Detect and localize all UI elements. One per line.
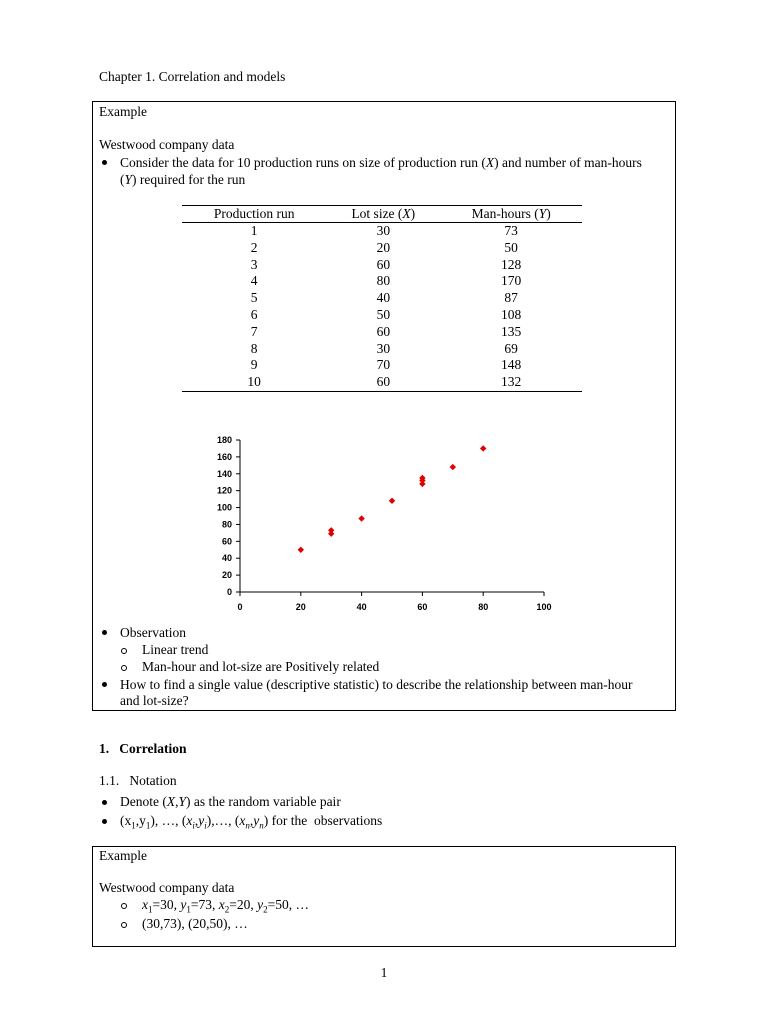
y-tick-label: 0: [226, 587, 232, 597]
example2-title: Example: [99, 848, 147, 863]
circle-bullet-icon: [121, 665, 127, 671]
page-header: Chapter 1. Correlation and models: [99, 69, 286, 84]
cell-run: 2: [250, 239, 258, 255]
col-header-hours: Man-hours (Y): [440, 206, 582, 223]
circle-bullet-icon: [121, 922, 127, 928]
example-subtitle: Westwood company data: [99, 137, 235, 152]
bullet-1-text: [120, 155, 642, 170]
table-row: [182, 273, 582, 290]
example-title: Example: [99, 104, 147, 119]
y-tick-label: 80: [221, 519, 232, 530]
x-tick-label: 100: [536, 602, 552, 612]
cell-run: 8: [250, 340, 258, 356]
table-row: [182, 240, 582, 257]
x-tick-label: 20: [295, 602, 306, 612]
example-box-1: [92, 101, 676, 711]
cell-man-hours: 73: [504, 223, 518, 238]
cell-run: 4: [250, 273, 258, 289]
cell-man-hours: 87: [504, 290, 518, 306]
cell-lot-size: 80: [376, 273, 391, 289]
notation-bullet-2: $(x_1,y_1)$, …, $(x_i,y_i),\dots$, $(x_n,y_n)$ for the observations: [120, 813, 383, 831]
cell-man-hours: 50: [504, 239, 518, 255]
data-point: [480, 445, 486, 451]
observation-item-1: Linear trend: [142, 642, 209, 657]
cell-man-hours: 108: [501, 306, 522, 322]
table-row: [182, 223, 582, 240]
cell-run: 9: [250, 357, 258, 373]
cell-run: 5: [250, 290, 258, 306]
observation-item-2: Man-hour and lot-size are Positively related: [142, 659, 380, 674]
table-row: [182, 324, 582, 341]
page-number: 1: [380, 965, 388, 980]
cell-lot-size: 30: [376, 340, 391, 356]
question-line-1: How to find a single value (descriptive statistic) to describe the relationship between man-hour: [120, 677, 633, 692]
bullet1-part: Consider the data for 10 production runs on size of production run (X) and number of man-hours: [120, 155, 642, 170]
x-tick-label: 80: [478, 602, 489, 612]
cell-lot-size: 70: [376, 357, 391, 373]
table-row: [182, 341, 582, 358]
cell-lot-size: 40: [376, 290, 391, 306]
cell-lot-size: 60: [326, 374, 440, 391]
example-bullet-1: [120, 155, 642, 171]
table-row: [182, 307, 582, 324]
example2-subtitle: Westwood company data: [99, 880, 235, 895]
y-tick-label: 180: [216, 435, 232, 445]
x-tick-label: 60: [417, 602, 428, 612]
table-row: [182, 290, 582, 307]
table-row: [182, 357, 582, 374]
table-row: [182, 257, 582, 274]
data-point: [389, 498, 395, 504]
cell-run: 6: [250, 306, 258, 322]
cell-man-hours: 128: [501, 256, 522, 272]
y-tick-label: 20: [221, 570, 232, 581]
data-point: [328, 531, 334, 537]
bullet-icon: [102, 160, 107, 165]
cell-man-hours: 148: [501, 357, 522, 373]
circle-bullet-icon: [121, 903, 127, 909]
cell-lot-size: 50: [376, 306, 391, 322]
bullet-icon: [102, 819, 107, 824]
cell-lot-size: 20: [376, 239, 391, 255]
y-tick-label: 120: [216, 485, 232, 496]
cell-lot-size: 30: [376, 223, 391, 238]
cell-man-hours: 135: [501, 323, 522, 339]
subsection-heading: 1.1. Notation: [99, 773, 177, 788]
bullet-icon: [102, 630, 107, 635]
col-header-run: Production run: [182, 206, 326, 223]
cell-man-hours: 69: [504, 340, 518, 356]
example2-item-1: $x_1=30$, $y_1=73$, $x_2=20$, $y_2=50$, …: [142, 897, 309, 915]
cell-man-hours: 132: [440, 374, 582, 391]
data-point: [298, 547, 304, 553]
data-point: [358, 515, 364, 521]
x-tick-label: 40: [356, 602, 367, 612]
cell-run: 10: [182, 374, 326, 391]
bullet-icon: [102, 800, 107, 805]
section-heading: 1. Correlation: [99, 741, 187, 756]
y-tick-label: 140: [216, 468, 232, 479]
cell-man-hours: 170: [501, 273, 522, 289]
question-line-2: and lot-size?: [120, 693, 189, 708]
bullet-icon: [102, 682, 107, 687]
x-tick-label: 0: [237, 602, 243, 612]
y-tick-label: 160: [216, 451, 232, 462]
observation-label: Observation: [120, 625, 186, 640]
col-header-lot: Lot size (X): [326, 206, 440, 223]
cell-run: 3: [250, 256, 258, 272]
y-tick-label: 40: [221, 553, 232, 564]
cell-run: 7: [250, 323, 258, 339]
cell-lot-size: 60: [376, 256, 391, 272]
table-row: [182, 374, 582, 391]
example2-item-2: (30,73), (20,50), …: [142, 916, 248, 931]
y-tick-label: 60: [221, 536, 232, 547]
data-table: [182, 205, 582, 392]
scatter-chart: [200, 432, 560, 617]
circle-bullet-icon: [121, 648, 127, 654]
data-point: [450, 464, 456, 470]
cell-run: 1: [250, 223, 258, 238]
notation-bullet-1: Denote (X,Y) as the random variable pair: [120, 794, 341, 809]
y-tick-label: 100: [216, 502, 232, 513]
example-bullet-1-cont: (Y) required for the run: [120, 172, 246, 187]
cell-lot-size: 60: [376, 323, 391, 339]
